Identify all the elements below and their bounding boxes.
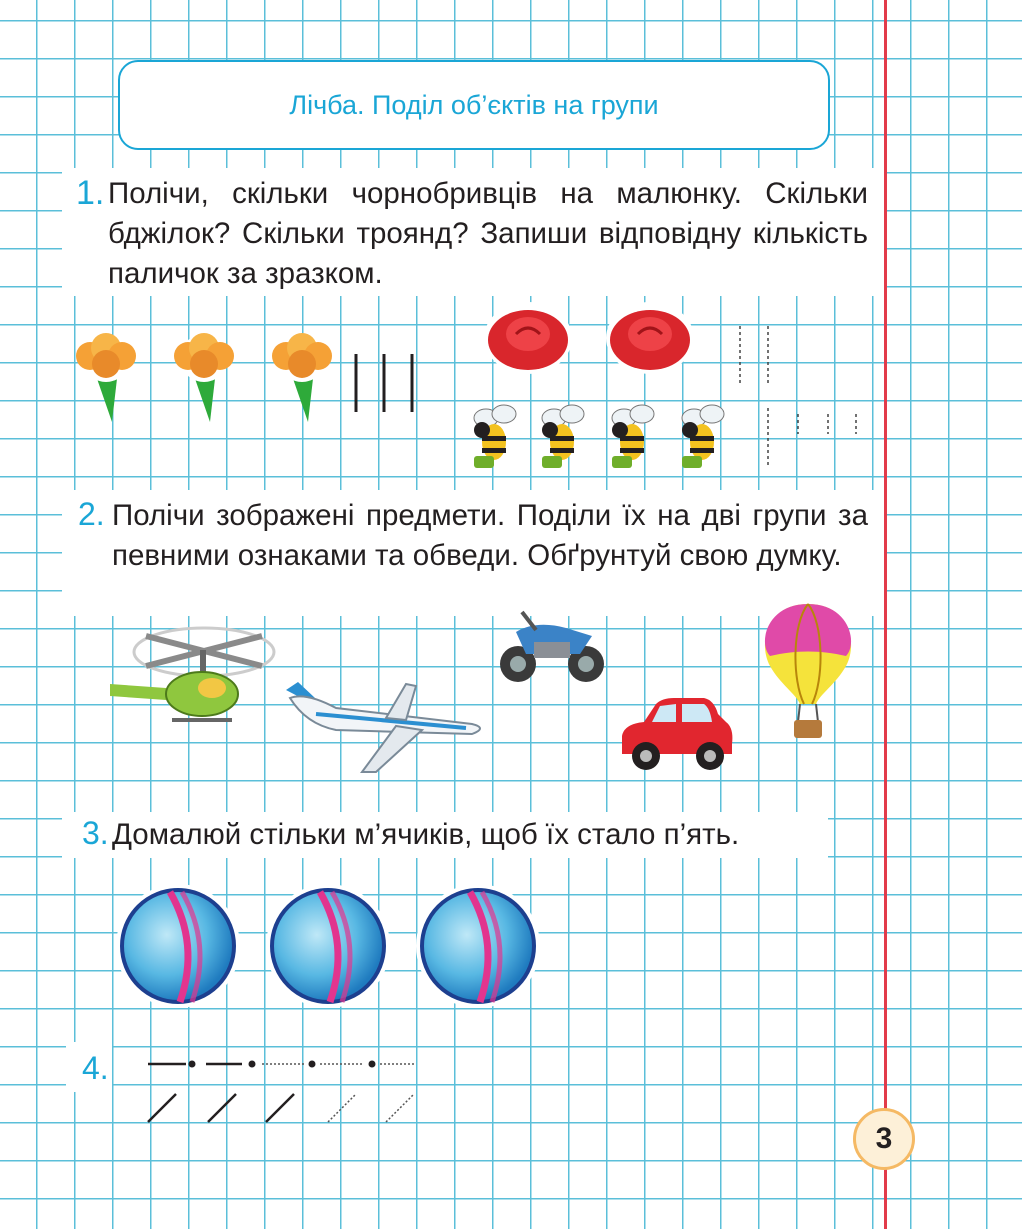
task-1-text: Полічи, скільки чорнобривців на малюнку. Скільки бджілок? Скільки троянд? Запиши відповідну кількість паличок за зразком.: [108, 177, 868, 290]
hot-air-balloon-picture: [756, 600, 860, 744]
page-number-text: 3: [875, 1122, 893, 1155]
page-number: [853, 1108, 915, 1170]
car-picture: [614, 692, 738, 776]
sample-sticks: [348, 350, 428, 416]
task-2-text: Полічи зображені предмети. Поділи їх на дві групи за певними ознаками та обведи. Обґрунтуй свою думку.: [112, 499, 868, 572]
roses-picture: [482, 300, 702, 380]
notebook-margin-line: [884, 0, 887, 1229]
dotted-sticks-to-trace: [732, 322, 872, 472]
writing-pattern-exercise: [144, 1052, 420, 1130]
airplane-picture: [276, 668, 492, 778]
lesson-title: [118, 60, 830, 150]
task-3-text: Домалюй стільки м’ячиків, щоб їх стало п’ять.: [112, 818, 740, 851]
task-2-number: 2.: [78, 496, 105, 532]
helicopter-picture: [106, 622, 276, 726]
lesson-title-text: Лічба. Поділ об’єктів на групи: [289, 89, 659, 120]
task-3-number: 3.: [82, 815, 109, 851]
task-1-number: 1.: [76, 174, 105, 212]
motorcycle-picture: [496, 602, 608, 686]
marigold-flowers-picture: [64, 330, 354, 425]
task-4-number: 4.: [82, 1050, 109, 1086]
balls-picture: [110, 884, 550, 1008]
bees-picture: [458, 400, 728, 472]
